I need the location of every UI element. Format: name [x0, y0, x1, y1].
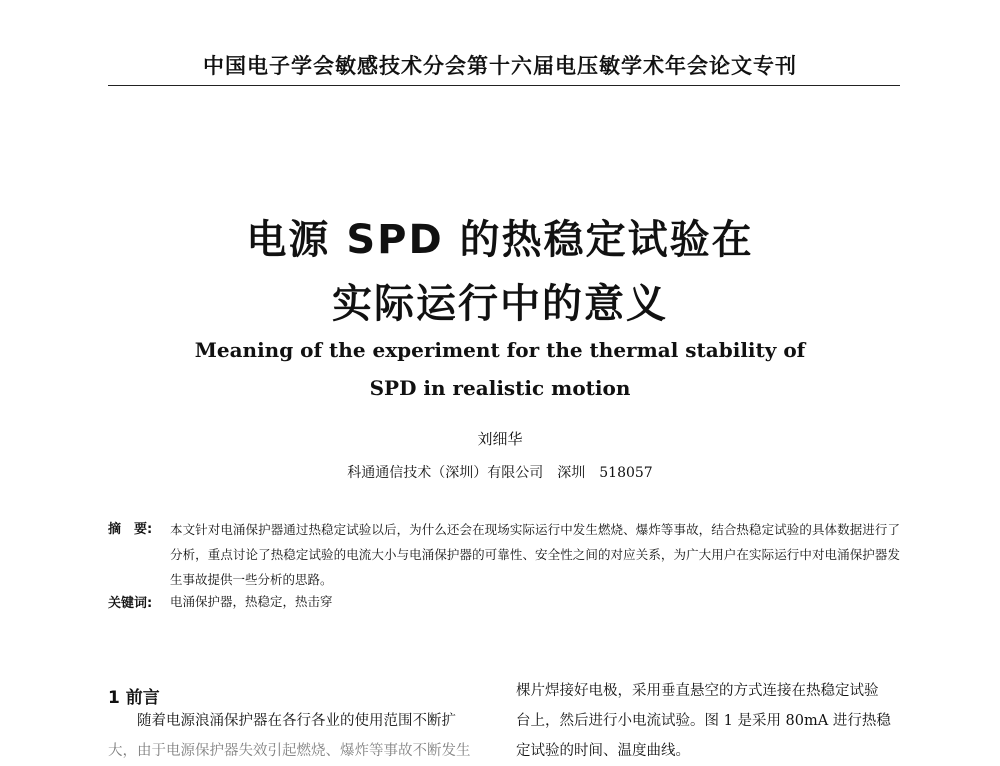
- paper-title-zh-line1: 电源 SPD 的热稳定试验在: [246, 217, 754, 263]
- right-column-text: [516, 676, 906, 766]
- author-name: 刘细华: [477, 430, 523, 448]
- paper-title-zh-line2: 实际运行中的意义: [332, 281, 668, 327]
- left-column-text: [108, 706, 488, 766]
- keywords-label: 关键词:: [108, 596, 153, 611]
- left-column-line2: 大，由于电源保护器失效引起燃烧、爆炸等事故不断发生: [108, 743, 471, 759]
- keywords-text: 电涌保护器，热稳定，热击穿: [170, 594, 333, 609]
- paper-title-en-line2: SPD in realistic motion: [369, 376, 631, 400]
- section-heading-introduction: 1 前言: [108, 688, 160, 708]
- abstract-label: 摘 要:: [108, 522, 153, 537]
- right-column-line2: 台上，然后进行小电流试验。图 1 是采用 80mA 进行热稳: [516, 713, 891, 729]
- paper-title-en-line1: Meaning of the experiment for the thermal stability of: [194, 338, 806, 362]
- author-affiliation: 科通通信技术（深圳）有限公司 深圳 518057: [347, 465, 653, 481]
- right-column-line1: 棵片焊接好电极，采用垂直悬空的方式连接在热稳定试验: [516, 683, 879, 699]
- right-column-line3: 定试验的时间、温度曲线。: [516, 743, 690, 759]
- abstract-text: 本文针对电涌保护器通过热稳定试验以后，为什么还会在现场实际运行中发生燃烧、爆炸等事故，结合热稳定试验的具体数据进行了分析，重点讨论了热稳定试验的电流大小与电涌保护器的可靠性、安全性之间的对应关系，为广大用户在实际运行中对电涌保护器发生事故提供一些分析的思路。: [170, 522, 900, 587]
- journal-header-title: 中国电子学会敏感技术分会第十六届电压敏学术年会论文专刊: [203, 54, 797, 78]
- header-rule: [108, 85, 900, 86]
- left-column-line1: 随着电源浪涌保护器在各行各业的使用范围不断扩: [137, 713, 456, 729]
